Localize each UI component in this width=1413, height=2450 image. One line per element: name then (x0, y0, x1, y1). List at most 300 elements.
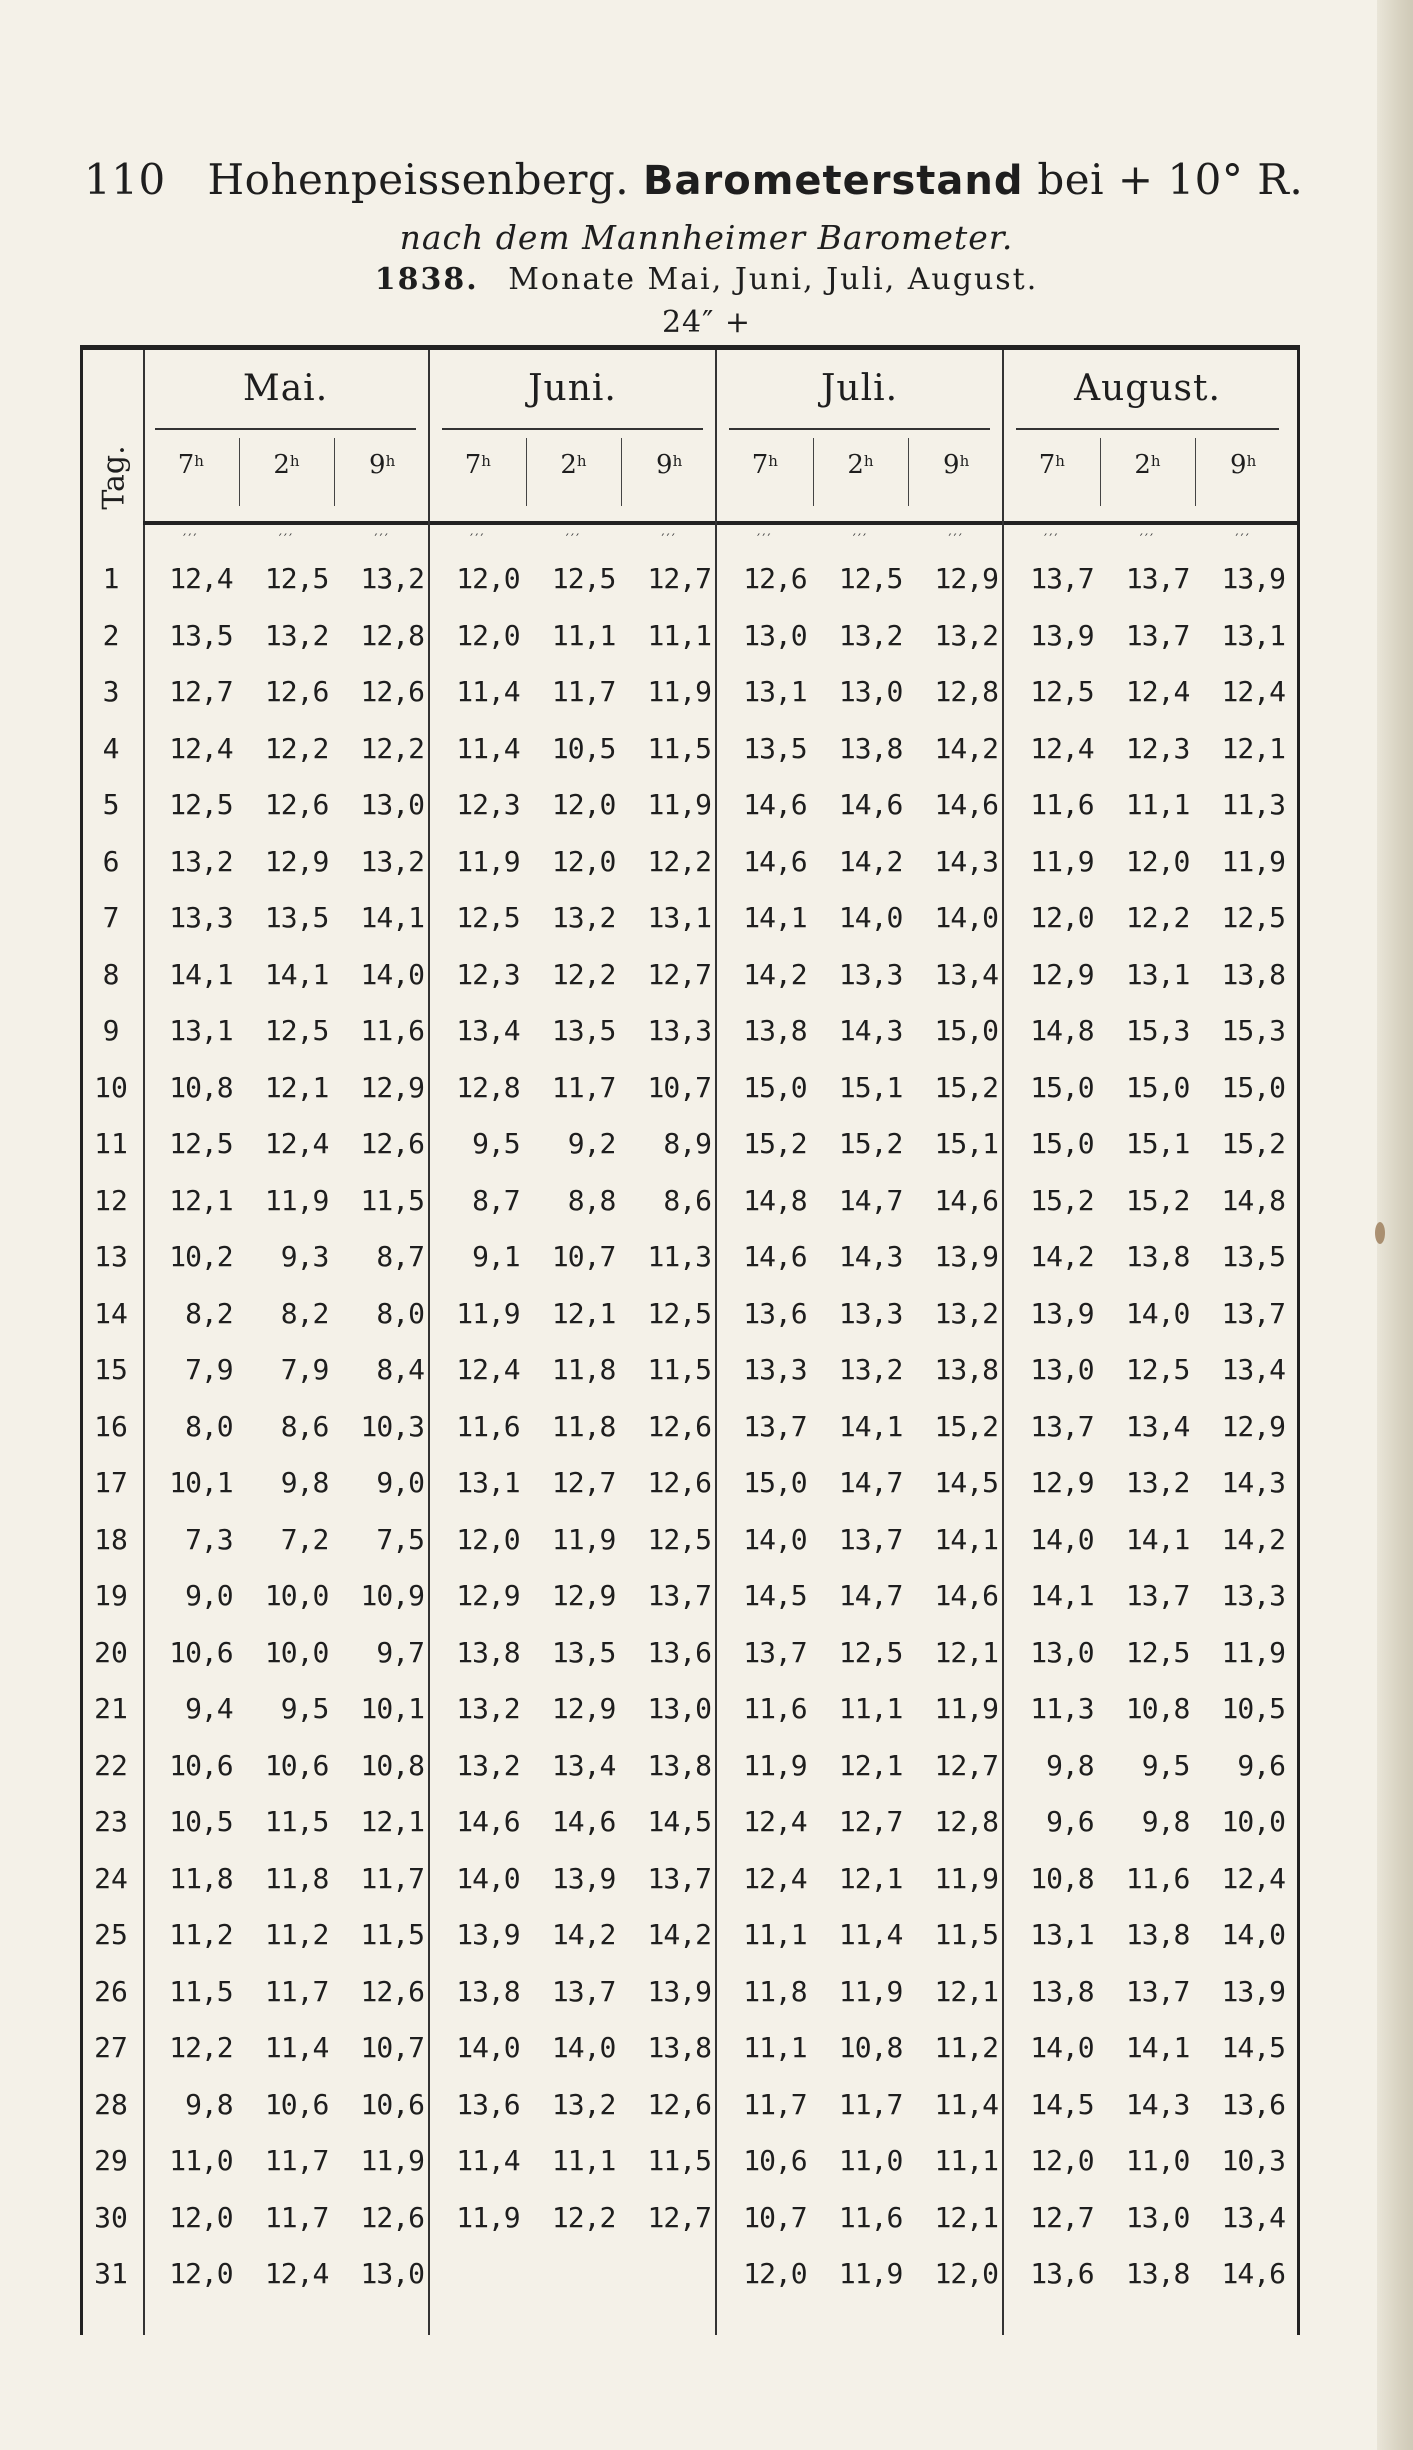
table-cell: 15,1 (838, 1070, 903, 1104)
table-cell: 13,0 (743, 618, 807, 652)
table-cell: 15,3 (1221, 1014, 1285, 1047)
table-cell: 13,8 (743, 1014, 807, 1047)
table-cell: 11,7 (551, 1070, 616, 1104)
day-number: 15 (94, 1353, 128, 1386)
table-cell: 11,7 (264, 2144, 329, 2177)
table-cell: 9,5 (1141, 1748, 1190, 1782)
page-title: Barometerstand (643, 158, 1024, 204)
table-cell: 9,5 (472, 1127, 520, 1160)
table-cell: 13,7 (1125, 618, 1190, 652)
table-cell: 15,0 (743, 1466, 807, 1499)
table-cell: 15,3 (1125, 1014, 1190, 1047)
table-cell: 14,3 (934, 844, 998, 878)
table-cell: 10,7 (360, 2031, 424, 2064)
hour-header: 2$^h$ (1134, 450, 1161, 480)
table-cell: 12,7 (647, 562, 711, 595)
hour-separator (908, 438, 909, 506)
table-cell: 12,5 (1030, 675, 1094, 708)
table-cell: 12,2 (360, 731, 424, 765)
table-cell: 11,9 (264, 1183, 329, 1217)
table-cell: 13,8 (647, 1748, 711, 1782)
day-number: 26 (94, 1974, 128, 2008)
table-cell: 11,7 (264, 1974, 329, 2008)
table-cell: 14,2 (551, 1918, 616, 1951)
table-cell: 12,1 (934, 1635, 998, 1669)
table-cell: 13,4 (1221, 2200, 1285, 2234)
table-cell: 14,0 (743, 1522, 807, 1556)
day-number: 17 (94, 1466, 128, 1499)
table-cell: 12,8 (934, 1805, 998, 1838)
table-cell: 11,8 (264, 1861, 329, 1895)
table-cell: 13,3 (838, 957, 903, 991)
table-cell: 13,0 (838, 675, 903, 708)
table-cell: 12,8 (360, 618, 424, 652)
table-cell: 13,6 (647, 1635, 711, 1669)
table-cell: 15,0 (934, 1014, 998, 1047)
table-cell: 11,5 (934, 1918, 998, 1951)
table-cell: 12,0 (456, 618, 520, 652)
table-cell: 15,0 (1221, 1070, 1285, 1104)
month-name: August. (1074, 368, 1221, 409)
hour-header: 9$^h$ (369, 450, 396, 480)
table-cell: 11,9 (743, 1748, 807, 1782)
day-number: 31 (94, 2257, 128, 2290)
table-cell: 15,2 (1125, 1183, 1190, 1217)
table-cell: 11,9 (838, 1974, 903, 2008)
table-cell: 14,0 (1030, 1522, 1094, 1556)
table-cell: 12,1 (838, 1861, 903, 1895)
table-cell: 13,8 (456, 1974, 520, 2008)
table-cell: 13,8 (1125, 1240, 1190, 1273)
table-cell: 11,0 (1125, 2144, 1190, 2177)
table-cell: 11,5 (647, 731, 711, 765)
table-cell: 8,7 (376, 1240, 424, 1273)
table-cell: 15,0 (1030, 1070, 1094, 1104)
table-cell: 14,1 (838, 1409, 903, 1443)
table-cell: 14,8 (1221, 1183, 1285, 1217)
table-cell: 10,8 (360, 1748, 424, 1782)
table-cell: 14,0 (360, 957, 424, 991)
table-cell: 13,2 (360, 844, 424, 878)
table-cell: 14,0 (934, 901, 998, 934)
table-cell: 13,5 (551, 1014, 616, 1047)
table-cell: 13,8 (456, 1635, 520, 1669)
table-cell: 15,2 (934, 1070, 998, 1104)
table-cell: 12,2 (1125, 901, 1190, 934)
month-name: Juni. (528, 368, 617, 409)
table-cell: 12,1 (934, 1974, 998, 2008)
hour-header: 9$^h$ (1230, 450, 1257, 480)
table-cell: 12,1 (1221, 731, 1285, 765)
day-number: 9 (102, 1014, 120, 1047)
table-cell: 11,3 (647, 1240, 711, 1273)
table-cell: 12,1 (169, 1183, 233, 1217)
table-cell: 13,8 (647, 2031, 711, 2064)
table-cell: 11,7 (264, 2200, 329, 2234)
day-number: 21 (94, 1692, 128, 1725)
table-cell: 13,4 (456, 1014, 520, 1047)
table-cell: 12,1 (934, 2200, 998, 2234)
table-cell: 8,6 (280, 1409, 329, 1443)
day-number: 25 (94, 1918, 128, 1951)
table-cell: 12,4 (264, 1127, 329, 1160)
table-cell: 15,2 (1221, 1127, 1285, 1160)
table-cell: 11,1 (743, 1918, 807, 1951)
table-cell: 13,7 (1030, 562, 1094, 595)
table-cell: 12,4 (169, 562, 233, 595)
unit-tick: ′′′ (470, 532, 486, 548)
table-cell: 13,5 (169, 618, 233, 652)
barometer-table (80, 345, 1300, 2335)
table-cell: 12,6 (264, 675, 329, 708)
day-number: 14 (94, 1296, 128, 1330)
table-cell: 11,8 (743, 1974, 807, 2008)
table-cell: 8,6 (663, 1183, 711, 1217)
table-cell: 14,1 (1030, 1579, 1094, 1612)
table-cell: 12,2 (647, 844, 711, 878)
table-cell: 11,5 (169, 1974, 233, 2008)
table-cell: 10,3 (360, 1409, 424, 1443)
table-cell: 12,5 (169, 788, 233, 821)
table-cell: 13,8 (934, 1353, 998, 1386)
table-cell: 14,0 (838, 901, 903, 934)
table-cell: 13,7 (1125, 1579, 1190, 1612)
table-cell: 11,4 (456, 675, 520, 708)
table-cell: 11,0 (838, 2144, 903, 2177)
table-cell: 15,0 (1030, 1127, 1094, 1160)
table-cell: 11,5 (647, 2144, 711, 2177)
table-cell: 13,1 (456, 1466, 520, 1499)
table-cell: 13,4 (1125, 1409, 1190, 1443)
hour-header: 7$^h$ (177, 450, 204, 480)
table-cell: 13,7 (838, 1522, 903, 1556)
table-cell: 8,0 (185, 1409, 233, 1443)
day-number: 10 (94, 1070, 128, 1104)
hour-header: 2$^h$ (560, 450, 587, 480)
table-cell: 12,1 (838, 1748, 903, 1782)
table-cell: 12,9 (934, 562, 998, 595)
base-value: 24″ + (661, 305, 752, 340)
table-cell: 8,7 (472, 1183, 520, 1217)
table-cell: 11,9 (647, 788, 711, 821)
table-cell: 11,6 (838, 2200, 903, 2234)
page-header (84, 155, 1304, 204)
table-cell: 12,4 (264, 2257, 329, 2290)
table-cell: 7,3 (185, 1522, 233, 1556)
table-cell: 14,1 (1125, 1522, 1190, 1556)
unit-tick: ′′′ (757, 532, 773, 548)
table-cell: 13,0 (360, 2257, 424, 2290)
day-number: 13 (94, 1240, 128, 1273)
table-cell: 8,0 (376, 1296, 424, 1330)
table-cell: 9,6 (1237, 1748, 1285, 1782)
table-cell: 14,5 (647, 1805, 711, 1838)
table-cell: 9,5 (280, 1692, 329, 1725)
table-cell: 12,4 (1221, 675, 1285, 708)
table-cell: 14,3 (838, 1014, 903, 1047)
table-cell: 11,3 (1221, 788, 1285, 821)
table-cell: 11,6 (360, 1014, 424, 1047)
table-cell: 14,1 (169, 957, 233, 991)
day-number: 16 (94, 1409, 128, 1443)
table-cell: 11,8 (169, 1861, 233, 1895)
table-cell: 13,9 (1221, 1974, 1285, 2008)
table-cell: 11,9 (1221, 844, 1285, 878)
hour-separator (526, 438, 527, 506)
hour-header: 2$^h$ (273, 450, 300, 480)
table-cell: 13,5 (551, 1635, 616, 1669)
table-cell: 15,2 (1030, 1183, 1094, 1217)
table-cell: 14,8 (743, 1183, 807, 1217)
table-cell: 11,9 (838, 2257, 903, 2290)
table-cell: 12,0 (934, 2257, 998, 2290)
table-cell: 12,6 (360, 1974, 424, 2008)
table-cell: 12,7 (647, 2200, 711, 2234)
table-cell: 11,4 (838, 1918, 903, 1951)
table-cell: 12,4 (169, 731, 233, 765)
table-cell: 12,7 (838, 1805, 903, 1838)
table-cell: 14,7 (838, 1183, 903, 1217)
table-cell: 13,5 (264, 901, 329, 934)
table-cell: 14,1 (264, 957, 329, 991)
table-cell: 13,2 (838, 1353, 903, 1386)
table-cell: 10,7 (743, 2200, 807, 2234)
table-cell: 12,9 (456, 1579, 520, 1612)
table-cell: 15,0 (743, 1070, 807, 1104)
table-cell: 11,4 (934, 2087, 998, 2121)
table-cell: 12,5 (456, 901, 520, 934)
hour-header: 9$^h$ (943, 450, 970, 480)
table-cell: 10,6 (264, 2087, 329, 2121)
table-cell: 14,0 (456, 2031, 520, 2064)
table-cell: 7,2 (280, 1522, 329, 1556)
table-cell: 14,2 (838, 844, 903, 878)
table-cell: 11,4 (456, 731, 520, 765)
table-cell: 7,9 (185, 1353, 233, 1386)
table-cell: 13,2 (264, 618, 329, 652)
title-suffix: bei + 10° R. (1037, 155, 1304, 204)
table-cell: 14,6 (743, 788, 807, 821)
table-cell: 13,0 (1125, 2200, 1190, 2234)
day-number: 24 (94, 1861, 128, 1895)
table-cell: 13,9 (456, 1918, 520, 1951)
table-cell: 14,5 (743, 1579, 807, 1612)
table-cell: 12,7 (934, 1748, 998, 1782)
table-cell: 13,1 (743, 675, 807, 708)
table-cell: 13,7 (647, 1861, 711, 1895)
table-cell: 11,8 (551, 1409, 616, 1443)
unit-tick: ′′′ (661, 532, 677, 548)
hour-separator (239, 438, 240, 506)
table-cell: 12,0 (456, 1522, 520, 1556)
table-cell: 14,1 (360, 901, 424, 934)
table-cell: 7,9 (280, 1353, 329, 1386)
table-cell: 11,9 (456, 2200, 520, 2234)
table-cell: 12,3 (456, 788, 520, 821)
table-cell: 12,5 (647, 1296, 711, 1330)
table-cell: 12,3 (1125, 731, 1190, 765)
table-cell: 13,7 (743, 1409, 807, 1443)
table-cell: 14,0 (1221, 1918, 1285, 1951)
table-cell: 14,5 (1030, 2087, 1094, 2121)
table-cell: 9,6 (1046, 1805, 1094, 1838)
table-cell: 9,8 (280, 1466, 329, 1499)
table-cell: 12,4 (456, 1353, 520, 1386)
table-cell: 11,9 (934, 1861, 998, 1895)
table-cell: 13,0 (647, 1692, 711, 1725)
table-cell: 13,8 (1125, 1918, 1190, 1951)
table-cell: 12,0 (743, 2257, 807, 2290)
table-cell: 13,0 (360, 788, 424, 821)
table-cell: 14,7 (838, 1466, 903, 1499)
table-cell: 13,6 (1030, 2257, 1094, 2290)
hour-header: 7$^h$ (751, 450, 778, 480)
table-cell: 11,5 (360, 1918, 424, 1951)
table-cell: 14,6 (838, 788, 903, 821)
table-cell: 13,7 (1125, 1974, 1190, 2008)
table-cell: 13,2 (169, 844, 233, 878)
table-cell: 12,4 (743, 1805, 807, 1838)
paper-stain (1375, 1222, 1385, 1244)
table-cell: 10,0 (264, 1579, 329, 1612)
table-cell: 8,8 (567, 1183, 616, 1217)
day-label: Tag. (96, 444, 132, 510)
day-number: 19 (94, 1579, 128, 1612)
table-cell: 8,4 (376, 1353, 424, 1386)
table-cell: 12,0 (456, 562, 520, 595)
table-cell: 13,7 (1030, 1409, 1094, 1443)
table-cell: 12,2 (169, 2031, 233, 2064)
table-cell: 12,6 (647, 1409, 711, 1443)
table-cell: 13,7 (1125, 562, 1190, 595)
table-cell: 13,7 (647, 1579, 711, 1612)
table-cell: 10,8 (1030, 1861, 1094, 1895)
table-cell: 14,6 (743, 1240, 807, 1273)
table-cell: 12,5 (1221, 901, 1285, 934)
table-cell: 11,9 (551, 1522, 616, 1556)
table-cell: 12,6 (360, 1127, 424, 1160)
table-cell: 10,6 (360, 2087, 424, 2121)
table-cell: 12,2 (551, 957, 616, 991)
table-cell: 12,1 (360, 1805, 424, 1838)
table-cell: 12,5 (1125, 1635, 1190, 1669)
hour-header: 7$^h$ (1038, 450, 1065, 480)
table-cell: 11,4 (456, 2144, 520, 2177)
table-cell: 14,0 (1030, 2031, 1094, 2064)
table-cell: 14,2 (1030, 1240, 1094, 1273)
table-cell: 10,1 (169, 1466, 233, 1499)
table-cell: 12,0 (1125, 844, 1190, 878)
table-cell: 10,0 (1221, 1805, 1285, 1838)
table-cell: 12,6 (647, 2087, 711, 2121)
month-rule (442, 428, 703, 430)
table-cell: 14,2 (647, 1918, 711, 1951)
table-cell: 12,6 (264, 788, 329, 821)
month-rule (1016, 428, 1279, 430)
table-cell: 12,7 (551, 1466, 616, 1499)
hour-header: 2$^h$ (847, 450, 874, 480)
table-cell: 11,9 (456, 844, 520, 878)
table-cell: 10,5 (169, 1805, 233, 1838)
month-name: Juli. (820, 368, 899, 409)
table-cell: 13,2 (838, 618, 903, 652)
months-text: Monate Mai, Juni, Juli, August. (508, 262, 1039, 297)
table-cell: 14,7 (838, 1579, 903, 1612)
day-number: 23 (94, 1805, 128, 1838)
table-cell: 9,0 (376, 1466, 424, 1499)
table-cell: 8,2 (185, 1296, 233, 1330)
table-cell: 9,4 (185, 1692, 233, 1725)
table-cell: 11,9 (456, 1296, 520, 1330)
table-cell: 12,4 (1030, 731, 1094, 765)
hour-header: 9$^h$ (656, 450, 683, 480)
unit-tick: ′′′ (183, 532, 199, 548)
table-cell: 11,1 (743, 2031, 807, 2064)
table-cell: 10,0 (264, 1635, 329, 1669)
table-cell: 14,6 (743, 844, 807, 878)
table-cell: 13,7 (551, 1974, 616, 2008)
table-cell: 12,1 (264, 1070, 329, 1104)
day-number: 2 (102, 618, 120, 652)
table-cell: 13,4 (934, 957, 998, 991)
table-cell: 9,8 (185, 2087, 233, 2121)
table-cell: 11,5 (360, 1183, 424, 1217)
table-cell: 10,6 (264, 1748, 329, 1782)
day-number: 5 (102, 788, 120, 821)
table-cell: 13,9 (934, 1240, 998, 1273)
table-cell: 12,7 (1030, 2200, 1094, 2234)
hour-header: 7$^h$ (464, 450, 491, 480)
table-cell: 13,1 (1030, 1918, 1094, 1951)
table-cell: 13,9 (551, 1861, 616, 1895)
table-cell: 12,6 (647, 1466, 711, 1499)
table-cell: 10,2 (169, 1240, 233, 1273)
day-number: 22 (94, 1748, 128, 1782)
table-cell: 12,9 (1221, 1409, 1285, 1443)
table-cell: 11,9 (360, 2144, 424, 2177)
table-cell: 13,6 (1221, 2087, 1285, 2121)
table-cell: 15,2 (743, 1127, 807, 1160)
unit-tick: ′′′ (278, 532, 295, 548)
unit-tick: ′′′ (1235, 532, 1251, 548)
table-cell: 15,1 (934, 1127, 998, 1160)
table-cell: 14,5 (934, 1466, 998, 1499)
table-cell: 12,5 (1125, 1353, 1190, 1386)
table-cell: 12,0 (1030, 901, 1094, 934)
table-cell: 11,1 (647, 618, 711, 652)
table-cell: 12,7 (169, 675, 233, 708)
unit-tick: ′′′ (374, 532, 390, 548)
table-cell: 12,2 (551, 2200, 616, 2234)
table-cell: 11,7 (551, 675, 616, 708)
table-cell: 11,6 (1030, 788, 1094, 821)
table-cell: 11,7 (743, 2087, 807, 2121)
day-number: 3 (102, 675, 120, 708)
day-number: 1 (102, 562, 120, 595)
table-cell: 13,0 (1030, 1353, 1094, 1386)
table-cell: 12,1 (551, 1296, 616, 1330)
table-cell: 11,2 (169, 1918, 233, 1951)
table-cell: 13,1 (169, 1014, 233, 1047)
table-cell: 15,0 (1125, 1070, 1190, 1104)
day-number: 11 (94, 1127, 128, 1160)
hour-separator (1195, 438, 1196, 506)
table-cell: 9,3 (280, 1240, 329, 1273)
hour-separator (621, 438, 622, 506)
table-cell: 10,6 (169, 1635, 233, 1669)
table-cell: 13,3 (647, 1014, 711, 1047)
table-cell: 13,3 (1221, 1579, 1285, 1612)
